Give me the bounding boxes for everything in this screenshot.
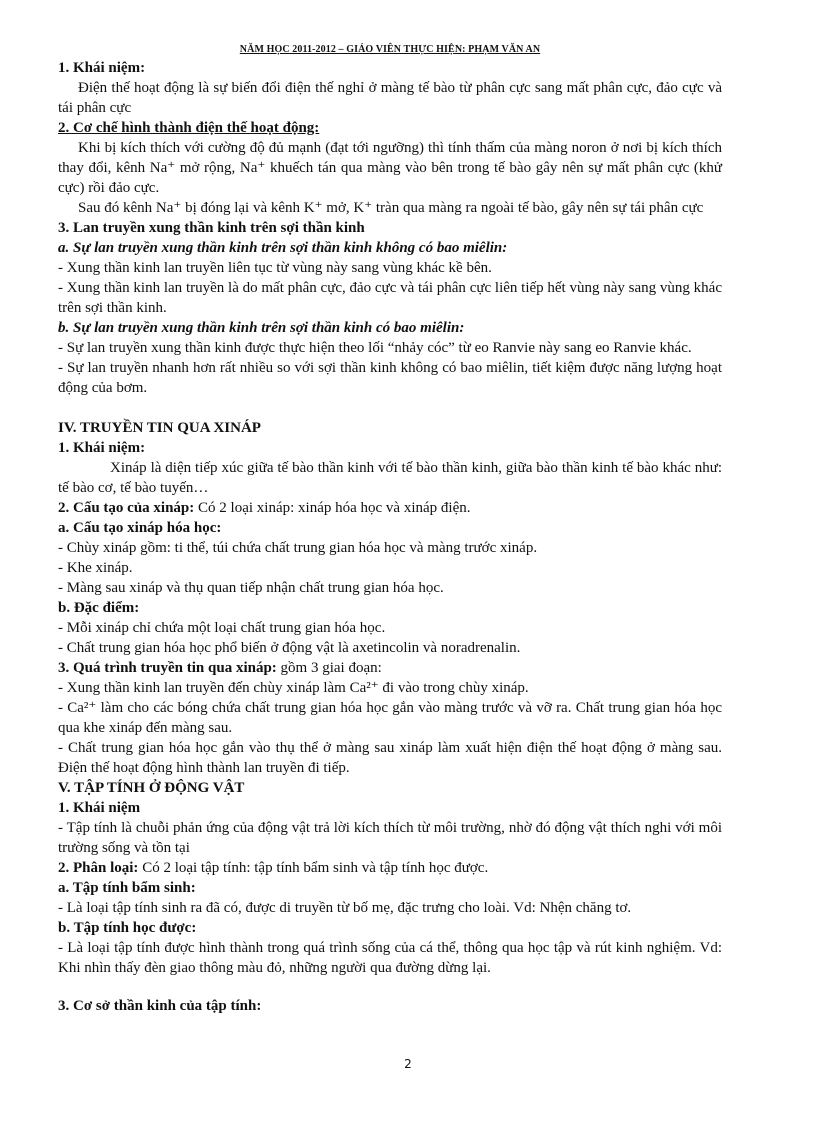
section-heading: [58, 918, 722, 938]
text: Sau đó kênh Na⁺ bị đóng lại và kênh K⁺ mở, K⁺ tràn qua màng ra ngoài tế bào, gây nên sự tái phân cực: [78, 200, 704, 216]
inline-heading: 2. Cấu tạo của xináp:: [58, 500, 195, 516]
section-heading: [58, 238, 722, 258]
text: - Là loại tập tính được hình thành trong quá trình sống của cá thể, thông qua học tập và rút kinh nghiệm. Vd: Khi nhìn thấy đèn giao thông màu đỏ, những người qua đường dừng lại.: [58, 940, 722, 976]
text: - Là loại tập tính sinh ra đã có, được di truyền từ bố mẹ, đặc trưng cho loài. Vd: Nhện chăng tơ.: [58, 900, 632, 916]
section-heading: [58, 996, 722, 1016]
text: 3. Cơ sở thần kinh của tập tính:: [58, 998, 262, 1014]
text: Khi bị kích thích với cường độ đủ mạnh (đạt tới ngưỡng) thì tính thấm của màng noron ở nơi bị kích thích thay đổi, kênh Na⁺ mở rộng, Na⁺ khuếch tán qua màng vào bên trong tế bào gây nên sự mất phân cực (khử cực) rồi đảo cực.: [58, 140, 722, 196]
paragraph: [58, 198, 722, 218]
text: 1. Khái niệm:: [58, 60, 146, 76]
text: 1. Khái niệm: [58, 800, 141, 816]
document-page: [58, 44, 722, 1016]
spacer: [58, 978, 722, 996]
inline-text: Có 2 loại tập tính: tập tính bẩm sinh và tập tính học được.: [138, 860, 489, 876]
section-heading: [58, 58, 722, 78]
text: - Chùy xináp gồm: ti thể, túi chứa chất trung gian hóa học và màng trước xináp.: [58, 540, 538, 556]
text: 1. Khái niệm:: [58, 440, 146, 456]
paragraph: [58, 358, 722, 398]
section-heading: [58, 218, 722, 238]
paragraph: [58, 898, 722, 918]
text: Điện thế hoạt động là sự biến đổi điện thế nghỉ ở màng tế bào từ phân cực sang mất phân cực, đảo cực và tái phân cực: [58, 80, 722, 116]
spacer: [58, 398, 722, 418]
text: b. Tập tính học được:: [58, 920, 197, 936]
text: - Khe xináp.: [58, 560, 133, 576]
document-body: [58, 58, 722, 1016]
text: V. TẬP TÍNH Ở ĐỘNG VẬT: [58, 780, 245, 796]
section-heading: [58, 778, 722, 798]
text: a. Tập tính bẩm sinh:: [58, 880, 196, 896]
text: Xináp là diện tiếp xúc giữa tế bào thần kinh với tế bào thần kinh, giữa bào thần kinh tế bào khác như: tế bào cơ, tế bào tuyến…: [58, 460, 722, 496]
text: IV. TRUYỀN TIN QUA XINÁP: [58, 420, 261, 436]
text: - Xung thần kinh lan truyền đến chùy xináp làm Ca²⁺ đi vào trong chùy xináp.: [58, 680, 529, 696]
inline-heading: 2. Phân loại:: [58, 860, 139, 876]
paragraph: [58, 738, 722, 778]
text: - Chất trung gian hóa học gắn vào thụ thể ở màng sau xináp làm xuất hiện điện thế hoạt động ở màng sau. Điện thế hoạt động hình thành lan truyền đi tiếp.: [58, 740, 722, 776]
text: - Xung thần kinh lan truyền là do mất phân cực, đảo cực và tái phân cực liên tiếp hết vùng này sang vùng khác trên sợi thần kinh.: [58, 280, 722, 316]
text: b. Đặc điểm:: [58, 600, 140, 616]
paragraph: [58, 678, 722, 698]
text: a. Sự lan truyền xung thần kinh trên sợi thần kinh không có bao miêlin:: [58, 240, 508, 256]
paragraph: [58, 638, 722, 658]
paragraph: [58, 578, 722, 598]
inline-text: gồm 3 giai đoạn:: [276, 660, 382, 676]
text: - Sự lan truyền xung thần kinh được thực hiện theo lối “nhảy cóc” từ eo Ranvie này sang eo Ranvie khác.: [58, 340, 692, 356]
section-heading: [58, 798, 722, 818]
section-heading: [58, 878, 722, 898]
paragraph: [58, 458, 722, 498]
page-number: 2: [404, 1057, 412, 1071]
paragraph: [58, 618, 722, 638]
text: - Sự lan truyền nhanh hơn rất nhiều so với sợi thần kinh không có bao miêlin, tiết kiệm được năng lượng hoạt động của bơm.: [58, 360, 722, 396]
section-heading: [58, 118, 722, 138]
section-heading: [58, 418, 722, 438]
section-heading: [58, 438, 722, 458]
text: 3. Lan truyền xung thần kinh trên sợi thần kinh: [58, 220, 365, 236]
paragraph: [58, 818, 722, 858]
inline-heading: 3. Quá trình truyền tin qua xináp:: [58, 660, 277, 676]
text: - Mỗi xináp chỉ chứa một loại chất trung gian hóa học.: [58, 620, 386, 636]
text: - Màng sau xináp và thụ quan tiếp nhận chất trung gian hóa học.: [58, 580, 444, 596]
paragraph: [58, 538, 722, 558]
paragraph: [58, 498, 722, 518]
text: - Xung thần kinh lan truyền liên tục từ vùng này sang vùng khác kề bên.: [58, 260, 492, 276]
paragraph: [58, 138, 722, 198]
text: - Ca²⁺ làm cho các bóng chứa chất trung gian hóa học gắn vào màng trước và vỡ ra. Chất trung gian hóa học qua khe xináp đến màng sau.: [58, 700, 722, 736]
paragraph: [58, 698, 722, 738]
paragraph: [58, 78, 722, 118]
paragraph: [58, 658, 722, 678]
paragraph: [58, 938, 722, 978]
paragraph: [58, 338, 722, 358]
paragraph: [58, 258, 722, 278]
text: - Tập tính là chuỗi phản ứng của động vật trả lời kích thích từ môi trường, nhờ đó động vật thích nghi với môi trường sống và tồn tại: [58, 820, 722, 856]
paragraph: [58, 858, 722, 878]
inline-text: Có 2 loại xináp: xináp hóa học và xináp điện.: [194, 500, 471, 516]
text: - Chất trung gian hóa học phổ biến ở động vật là axetincolin và noradrenalin.: [58, 640, 521, 656]
section-heading: [58, 518, 722, 538]
text: 2. Cơ chế hình thành điện thế hoạt động:: [58, 120, 320, 136]
section-heading: [58, 318, 722, 338]
paragraph: [58, 558, 722, 578]
paragraph: [58, 278, 722, 318]
text: a. Cấu tạo xináp hóa học:: [58, 520, 222, 536]
page-header: NĂM HỌC 2011-2012 – GIÁO VIÊN THỰC HIỆN: PHẠM VĂN AN: [239, 44, 541, 55]
section-heading: [58, 598, 722, 618]
text: b. Sự lan truyền xung thần kinh trên sợi thần kinh có bao miêlin:: [58, 320, 465, 336]
